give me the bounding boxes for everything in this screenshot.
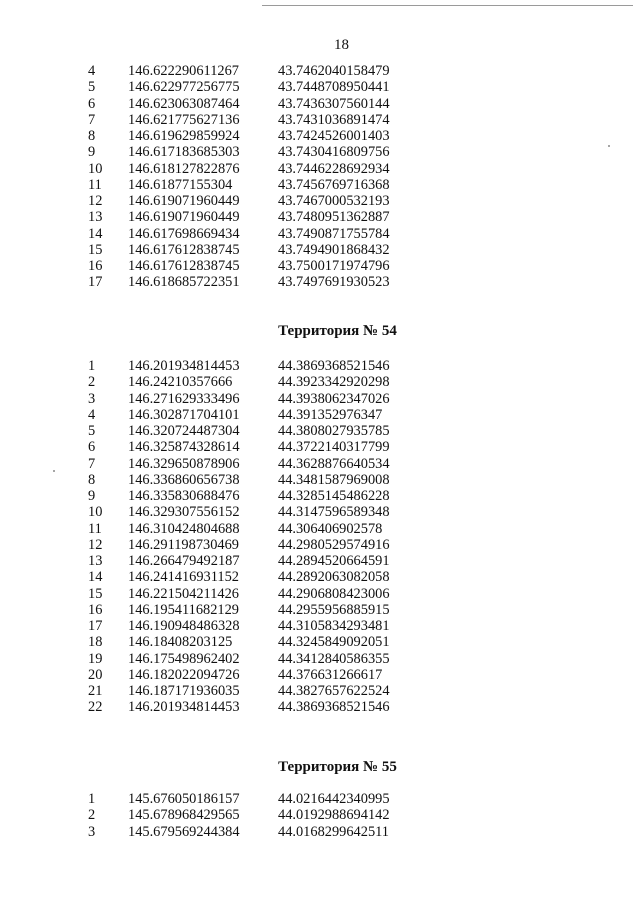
x-coordinate: 146.617183685303 [128,144,240,161]
table-row [88,472,418,488]
y-coordinate: 43.7448708950441 [278,79,390,96]
table-row [88,358,418,374]
table-row [88,488,418,504]
point-number: 4 [88,63,96,79]
y-coordinate: 44.3245849092051 [278,634,390,651]
table-row [88,699,418,715]
y-coordinate: 44.376631266617 [278,666,383,683]
y-coordinate: 44.3869368521546 [278,358,390,374]
table-row [88,209,418,225]
point-number: 22 [88,699,103,716]
y-coordinate: 44.0168299642511 [278,823,389,840]
coordinate-table-continued [88,63,418,291]
x-coordinate: 146.18408203125 [128,634,233,651]
y-coordinate: 43.7497691930523 [278,274,390,291]
x-coordinate: 146.618685722351 [128,274,240,291]
x-coordinate: 146.310424804688 [128,520,240,537]
x-coordinate: 146.291198730469 [128,536,239,553]
x-coordinate: 146.617612838745 [128,258,240,274]
x-coordinate: 146.187171936035 [128,683,240,699]
x-coordinate: 146.61877155304 [128,176,233,193]
y-coordinate: 43.7456769716368 [278,176,390,193]
y-coordinate: 43.7490871755784 [278,225,390,242]
x-coordinate: 146.618127822876 [128,160,240,177]
point-number: 4 [88,406,96,423]
point-number: 8 [88,471,96,488]
x-coordinate: 146.622977256775 [128,79,240,96]
x-coordinate: 146.302871704101 [128,406,240,423]
x-coordinate: 146.619071960449 [128,209,240,226]
table-row [88,407,418,423]
y-coordinate: 44.3923342920298 [278,374,390,391]
y-coordinate: 44.2955956885915 [278,601,390,618]
x-coordinate: 146.335830688476 [128,488,240,504]
point-number: 12 [88,536,103,553]
table-row [88,651,418,667]
y-coordinate: 44.3628876640534 [278,455,390,472]
y-coordinate: 43.7436307560144 [278,95,390,112]
y-coordinate: 44.3147596589348 [278,504,390,521]
table-row [88,683,418,699]
x-coordinate: 146.329650878906 [128,455,240,472]
point-number: 9 [88,488,96,504]
section-heading-territory-55: Территория № 55 [278,759,397,775]
x-coordinate: 145.678968429565 [128,807,240,824]
table-row [88,521,418,537]
point-number: 7 [88,111,96,128]
point-number: 15 [88,585,103,602]
table-row [88,242,418,258]
point-number: 1 [88,791,96,807]
table-row [88,504,418,520]
table-row [88,391,418,407]
point-number: 3 [88,823,96,840]
y-coordinate: 44.0216442340995 [278,791,390,807]
table-row [88,161,418,177]
table-row [88,553,418,569]
y-coordinate: 44.3938062347026 [278,390,390,407]
table-row [88,537,418,553]
point-number: 11 [88,176,102,193]
table-row [88,226,418,242]
x-coordinate: 146.325874328614 [128,439,240,456]
scan-speck [608,145,610,147]
table-row [88,274,418,290]
x-coordinate: 146.271629333496 [128,390,240,407]
y-coordinate: 43.7462040158479 [278,63,390,79]
y-coordinate: 44.3481587969008 [278,471,390,488]
point-number: 16 [88,601,103,618]
point-number: 5 [88,423,96,439]
coordinate-table-territory-54 [88,358,418,716]
x-coordinate: 146.190948486328 [128,618,240,634]
top-rule [262,5,633,6]
table-row [88,63,418,79]
point-number: 9 [88,144,96,161]
table-row [88,634,418,650]
table-row [88,586,418,602]
table-row [88,791,418,807]
y-coordinate: 43.7431036891474 [278,111,390,128]
point-number: 21 [88,683,103,699]
table-row [88,439,418,455]
y-coordinate: 43.7424526001403 [278,128,390,144]
y-coordinate: 44.0192988694142 [278,807,390,824]
point-number: 13 [88,209,103,226]
x-coordinate: 146.617612838745 [128,241,240,258]
x-coordinate: 146.619071960449 [128,193,240,209]
point-number: 3 [88,390,96,407]
point-number: 18 [88,634,103,651]
table-row [88,667,418,683]
table-row [88,79,418,95]
y-coordinate: 44.306406902578 [278,520,383,537]
y-coordinate: 44.391352976347 [278,406,383,423]
point-number: 11 [88,520,102,537]
point-number: 20 [88,666,103,683]
y-coordinate: 43.7494901868432 [278,241,390,258]
table-row [88,807,418,823]
table-row [88,456,418,472]
point-number: 2 [88,374,96,391]
y-coordinate: 44.2980529574916 [278,536,390,553]
point-number: 17 [88,618,103,634]
section-heading-territory-54: Территория № 54 [278,323,397,339]
x-coordinate: 146.621775627136 [128,111,240,128]
x-coordinate: 146.622290611267 [128,63,239,79]
y-coordinate: 43.7500171974796 [278,258,390,274]
page-number: 18 [334,37,349,53]
y-coordinate: 43.7446228692934 [278,160,390,177]
y-coordinate: 44.3722140317799 [278,439,390,456]
point-number: 10 [88,504,103,521]
table-row [88,824,418,840]
y-coordinate: 44.3105834293481 [278,618,390,634]
x-coordinate: 146.320724487304 [128,423,240,439]
x-coordinate: 145.676050186157 [128,791,240,807]
scan-speck [53,470,55,472]
point-number: 17 [88,274,103,291]
point-number: 7 [88,455,96,472]
table-row [88,112,418,128]
point-number: 10 [88,160,103,177]
x-coordinate: 146.24210357666 [128,374,233,391]
x-coordinate: 146.175498962402 [128,650,240,667]
table-row [88,618,418,634]
point-number: 12 [88,193,103,209]
x-coordinate: 146.329307556152 [128,504,240,521]
point-number: 13 [88,553,103,569]
table-row [88,144,418,160]
point-number: 5 [88,79,96,96]
x-coordinate: 146.182022094726 [128,666,240,683]
x-coordinate: 146.241416931152 [128,569,239,586]
x-coordinate: 146.201934814453 [128,358,240,374]
table-row [88,569,418,585]
table-row [88,193,418,209]
point-number: 8 [88,128,96,144]
point-number: 14 [88,569,103,586]
y-coordinate: 44.3808027935785 [278,423,390,439]
y-coordinate: 44.2906808423006 [278,585,390,602]
x-coordinate: 146.195411682129 [128,601,239,618]
table-row [88,177,418,193]
x-coordinate: 146.336860656738 [128,471,240,488]
x-coordinate: 146.619629859924 [128,128,240,144]
table-row [88,96,418,112]
table-row [88,374,418,390]
coordinate-table-territory-55 [88,791,418,840]
y-coordinate: 43.7430416809756 [278,144,390,161]
x-coordinate: 146.201934814453 [128,699,240,716]
point-number: 14 [88,225,103,242]
x-coordinate: 146.617698669434 [128,225,240,242]
table-row [88,128,418,144]
y-coordinate: 44.3827657622524 [278,683,390,699]
point-number: 16 [88,258,103,274]
point-number: 1 [88,358,96,374]
x-coordinate: 146.623063087464 [128,95,240,112]
point-number: 15 [88,241,103,258]
y-coordinate: 44.3869368521546 [278,699,390,716]
y-coordinate: 44.3285145486228 [278,488,390,504]
table-row [88,602,418,618]
x-coordinate: 146.221504211426 [128,585,239,602]
table-row [88,258,418,274]
y-coordinate: 44.2892063082058 [278,569,390,586]
x-coordinate: 145.679569244384 [128,823,240,840]
point-number: 2 [88,807,96,824]
table-row [88,423,418,439]
y-coordinate: 44.2894520664591 [278,553,390,569]
point-number: 19 [88,650,103,667]
point-number: 6 [88,95,96,112]
y-coordinate: 43.7480951362887 [278,209,390,226]
point-number: 6 [88,439,96,456]
x-coordinate: 146.266479492187 [128,553,240,569]
y-coordinate: 43.7467000532193 [278,193,390,209]
y-coordinate: 44.3412840586355 [278,650,390,667]
